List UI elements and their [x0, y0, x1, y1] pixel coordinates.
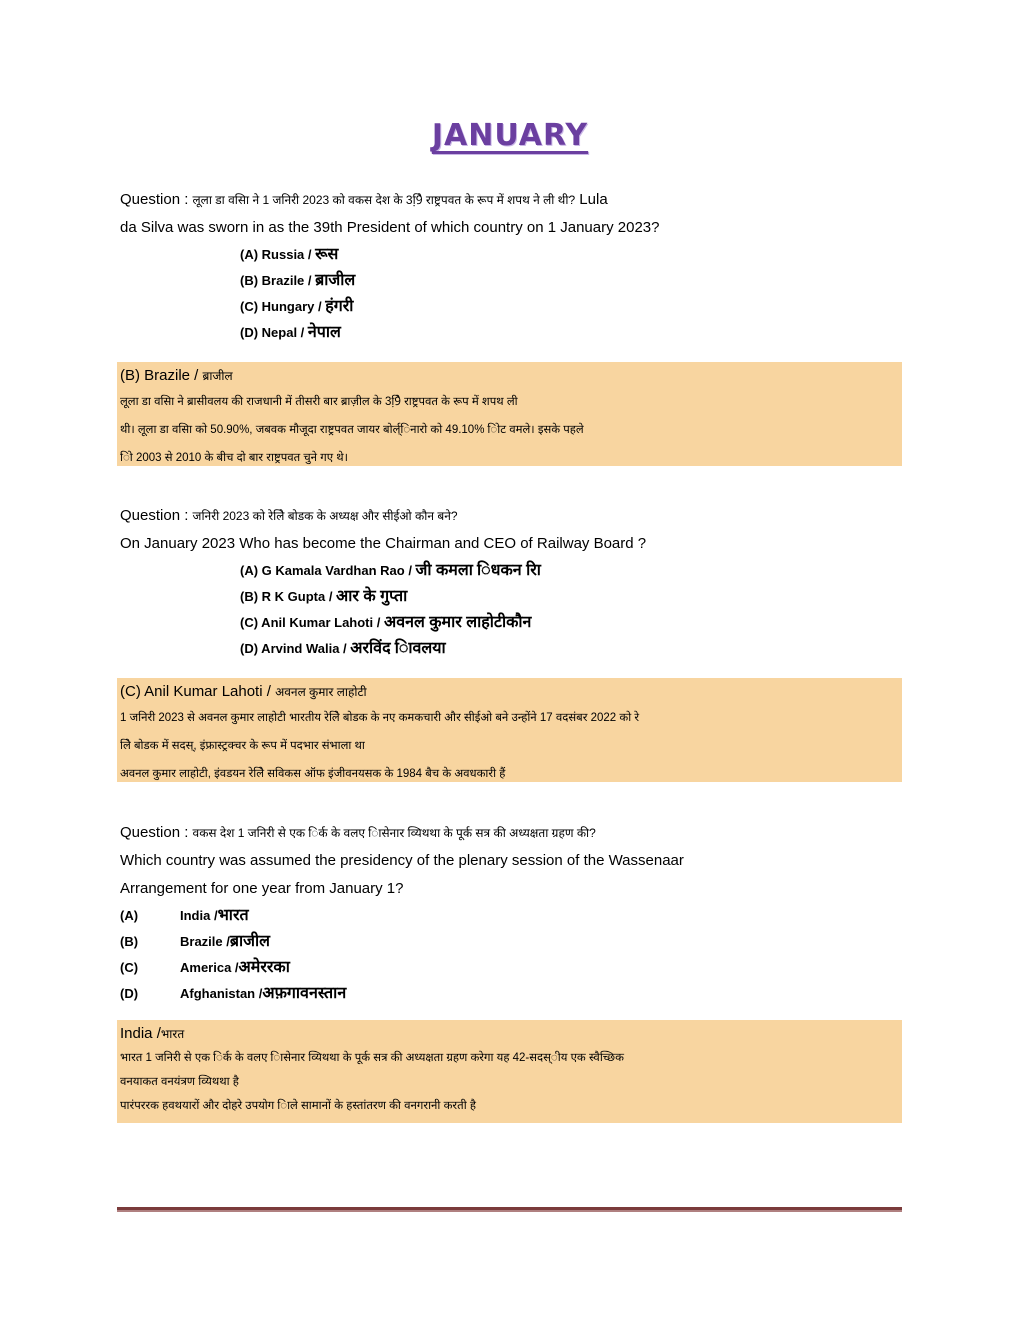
option-d: (D) Afghanistan / अफ़गावनस्तान — [120, 985, 347, 1002]
page-title: JANUARY — [431, 118, 589, 153]
option-c: (C) America / अमेररका — [120, 959, 290, 976]
option-c: (C) Hungary / हंगरी — [240, 298, 354, 315]
answer-line: पारंपररक हवथयारों और दोहरे उपयोग िाले सामानों के हस्तांतरण की वनगरानी करती है — [120, 1100, 476, 1112]
options-list — [240, 558, 902, 662]
answer-box-2 — [117, 678, 902, 782]
option-d: (D) Arvind Walia / अरविंद िावलया — [240, 640, 446, 657]
option-b: (B) R K Gupta / आर के गुप्ता — [240, 588, 408, 605]
options-list — [240, 242, 902, 346]
question-2 — [120, 502, 902, 662]
question-english: Which country was assumed the presidency of the plenary session of the Wassenaar — [120, 852, 684, 869]
question-english-cont: da Silva was sworn in as the 39th President of which country on 1 January 2023? — [120, 219, 660, 236]
question-label: Question : — [120, 507, 189, 524]
option-a: (A) G Kamala Vardhan Rao / जी कमला िधकन राि — [240, 562, 541, 579]
answer-line: िो 2003 से 2010 के बीच दो बार राष्ट्रपवत चुने गए थे। — [120, 452, 348, 464]
answer-line: भारत 1 जनिरी से एक िर्क के वलए िासेनार व्यिथथा के पूर्क सत्र की अध्यक्षता ग्रहण करेगा यह 42-सदस्ीय एक स्वैच्छिक — [120, 1052, 624, 1064]
option-c: (C) Anil Kumar Lahoti / अवनल कुमार लाहोटीकौन — [240, 614, 532, 631]
answer-box-3 — [117, 1020, 902, 1123]
options-list — [120, 903, 902, 1007]
question-label: Question : — [120, 824, 189, 841]
question-label: Question : — [120, 191, 189, 208]
option-a: (A) India / भारत — [120, 907, 249, 924]
answer-line: लिे बोडक में सदस्, इंफ्रास्ट्रक्चर के रूप में पदभार संभाला था — [120, 740, 365, 752]
question-hindi: वकस देश 1 जनिरी से एक िर्क के वलए िासेनार व्यिथथा के पूर्क सत्र की अध्यक्षता ग्रहण की? — [192, 826, 596, 840]
question-1 — [120, 186, 902, 346]
answer-line: थी। लूला डा वसिा को 50.90%, जबवक मौजूदा राष्ट्रपवत जायर बोर्ल्िनारो को 49.10% िोट वमले। इसके पहले — [120, 424, 584, 436]
answer-line: अवनल कुमार लाहोटी, इंवडयन रेलिे सविकस ऑफ इंजीवनयसक के 1984 बैच के अवधकारी हैं — [120, 768, 506, 780]
question-hindi: लूला डा वसिा ने 1 जनिरी 2023 को वकस देश के 39ि़े राष्ट्रपवत के रूप में शपथ ने ली थी? — [192, 193, 576, 207]
answer-head: India /भारत — [120, 1025, 185, 1042]
answer-head: (B) Brazile / ब्राजील — [120, 367, 233, 384]
option-b: (B) Brazile / ब्राजील — [240, 272, 356, 289]
answer-line: 1 जनिरी 2023 से अवनल कुमार लाहोटी भारतीय रेलिे बोडक के नए कमकचारी और सीईओ बने उन्होंने 17 वदसंबर 2022 को रे — [120, 712, 640, 724]
option-b: (B) Brazile / ब्राजील — [120, 933, 271, 950]
question-text — [120, 502, 902, 530]
question-text — [120, 819, 902, 847]
question-english: Lula — [579, 191, 608, 208]
question-hindi: जनिरी 2023 को रेलिे बोडक के अध्यक्ष और सीईओ कौन बने? — [192, 509, 458, 523]
answer-box-1 — [117, 362, 902, 466]
answer-head: (C) Anil Kumar Lahoti / अवनल कुमार लाहोटी — [120, 683, 367, 700]
question-english-cont: Arrangement for one year from January 1? — [120, 880, 404, 897]
question-text — [120, 186, 902, 214]
option-d: (D) Nepal / नेपाल — [240, 324, 341, 341]
answer-line: वनयाकत वनयंत्रण व्यिथथा है — [120, 1076, 239, 1088]
footer-divider — [117, 1207, 902, 1212]
answer-line: लूला डा वसिा ने ब्रासीवलय की राजधानी में तीसरी बार ब्राज़ील के 39ि़े राष्ट्रपवत के रूप में शपथ ली — [120, 396, 518, 408]
question-3 — [120, 819, 902, 1007]
question-english: On January 2023 Who has become the Chairman and CEO of Railway Board ? — [120, 535, 647, 552]
option-a: (A) Russia / रूस — [240, 246, 339, 263]
